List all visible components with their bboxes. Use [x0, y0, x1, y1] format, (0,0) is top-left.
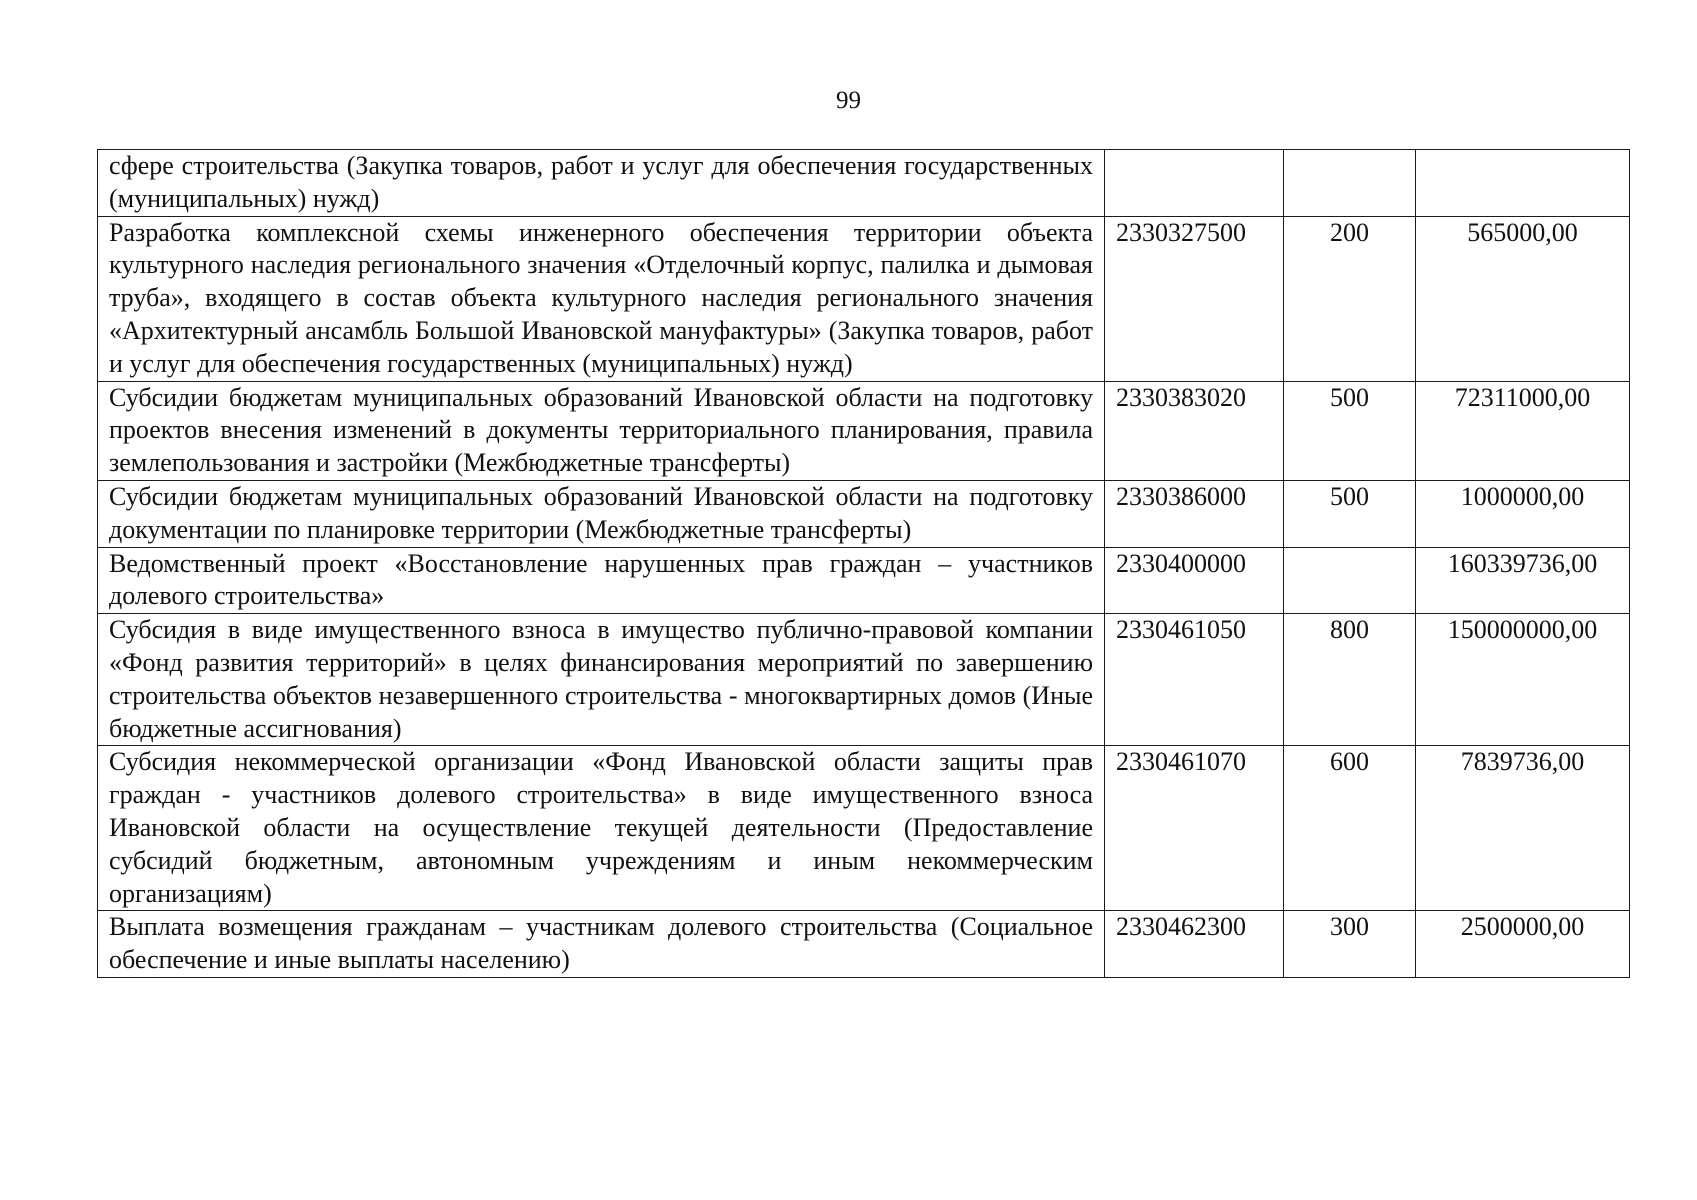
- row-target-code: 2330461070: [1105, 746, 1284, 911]
- row-expense-type: [1284, 547, 1416, 614]
- table-row: [98, 150, 1630, 217]
- page-number: 99: [836, 87, 861, 114]
- row-expense-type: [1284, 150, 1416, 217]
- row-description: сфере строительства (Закупка товаров, работ и услуг для обеспечения государственных (муниципальных) нужд): [98, 150, 1105, 217]
- row-description: Субсидии бюджетам муниципальных образований Ивановской области на подготовку проектов внесения изменений в документы территориального планирования, правила землепользования и застройки (Межбюджетные трансферты): [98, 381, 1105, 480]
- table-row: [98, 911, 1630, 978]
- row-description: Субсидия в виде имущественного взноса в имущество публично-правовой компании «Фонд развития территорий» в целях финансирования мероприятий по завершению строительства объектов незавершенного строительства - многоквартирных домов (Иные бюджетные ассигнования): [98, 614, 1105, 746]
- row-description: Разработка комплексной схемы инженерного обеспечения территории объекта культурного наследия регионального значения «Отделочный корпус, палилка и дымовая труба», входящего в состав объекта культурного наследия регионального значения «Архитектурный ансамбль Большой Ивановской мануфактуры» (Закупка товаров, работ и услуг для обеспечения государственных (муниципальных) нужд): [98, 216, 1105, 381]
- row-description: Субсидии бюджетам муниципальных образований Ивановской области на подготовку документации по планировке территории (Межбюджетные трансферты): [98, 480, 1105, 547]
- table-row: [98, 614, 1630, 746]
- row-target-code: 2330461050: [1105, 614, 1284, 746]
- row-target-code: [1105, 150, 1284, 217]
- row-description: Ведомственный проект «Восстановление нарушенных прав граждан – участников долевого строительства»: [98, 547, 1105, 614]
- row-target-code: 2330383020: [1105, 381, 1284, 480]
- row-amount: 7839736,00: [1416, 746, 1630, 911]
- row-expense-type: 500: [1284, 480, 1416, 547]
- row-target-code: 2330400000: [1105, 547, 1284, 614]
- row-amount: 150000000,00: [1416, 614, 1630, 746]
- row-amount: [1416, 150, 1630, 217]
- row-amount: 1000000,00: [1416, 480, 1630, 547]
- row-amount: 2500000,00: [1416, 911, 1630, 978]
- budget-table: [97, 149, 1630, 978]
- row-target-code: 2330386000: [1105, 480, 1284, 547]
- table-row: [98, 381, 1630, 480]
- row-description: Субсидия некоммерческой организации «Фонд Ивановской области защиты прав граждан - участников долевого строительства» в виде имущественного взноса Ивановской области на осуществление текущей деятельности (Предоставление субсидий бюджетным, автономным учреждениям и иным некоммерческим организациям): [98, 746, 1105, 911]
- row-amount: 160339736,00: [1416, 547, 1630, 614]
- row-expense-type: 500: [1284, 381, 1416, 480]
- table-row: [98, 746, 1630, 911]
- row-expense-type: 600: [1284, 746, 1416, 911]
- table-row: [98, 216, 1630, 381]
- row-target-code: 2330462300: [1105, 911, 1284, 978]
- row-description: Выплата возмещения гражданам – участникам долевого строительства (Социальное обеспечение и иные выплаты населению): [98, 911, 1105, 978]
- table-row: [98, 480, 1630, 547]
- row-target-code: 2330327500: [1105, 216, 1284, 381]
- table-row: [98, 547, 1630, 614]
- row-expense-type: 800: [1284, 614, 1416, 746]
- row-expense-type: 300: [1284, 911, 1416, 978]
- row-amount: 72311000,00: [1416, 381, 1630, 480]
- row-amount: 565000,00: [1416, 216, 1630, 381]
- row-expense-type: 200: [1284, 216, 1416, 381]
